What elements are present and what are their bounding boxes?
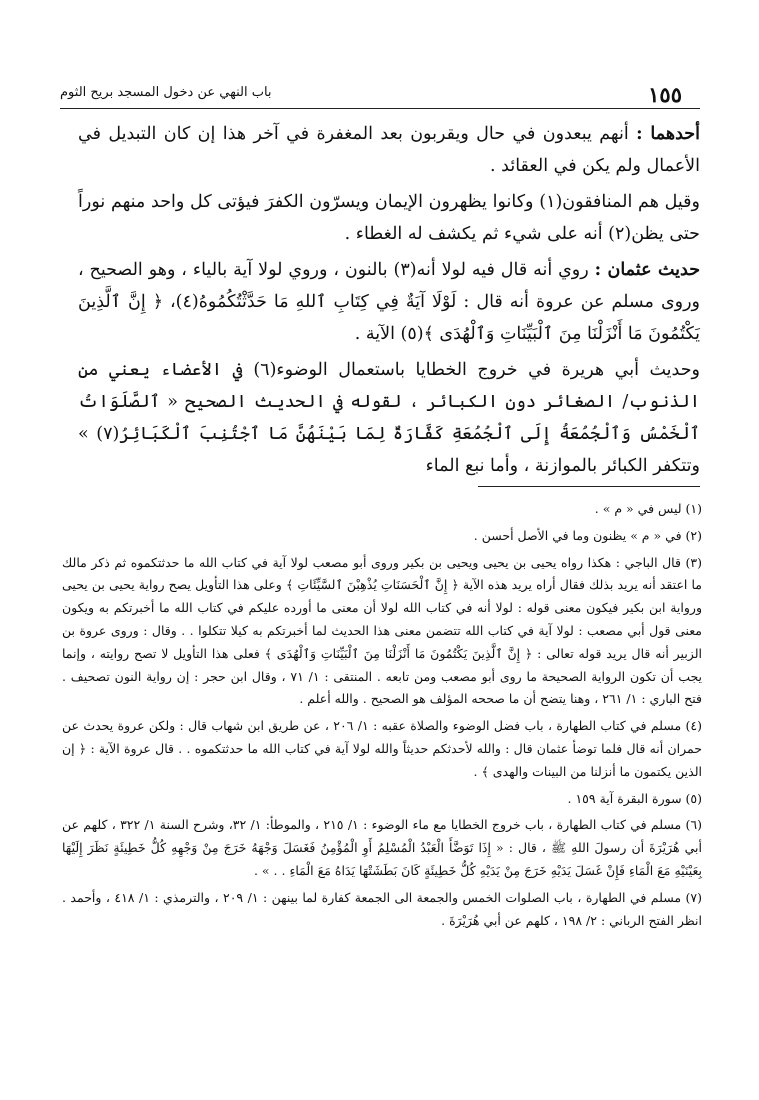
page-header: [60, 82, 700, 108]
footnote-4: (٤) مسلم في كتاب الطهارة ، باب فضل الوضوء والصلاة عقبه : ١/ ٢٠٦ ، عن طريق ابن شهاب قال : ولكن عروة يحدث عن حمران أنه قال فلما توضأ عثمان قال : والله لأحدثكم حديثاً والله لولا آية في كتاب الله ما حدثتكموه . . قال عروة الآية : ﴿ إن الذين يكتمون ما أنزلنا من البينات والهدى ﴾ .: [62, 718, 702, 779]
page-number: ١٥٥: [648, 82, 682, 107]
main-text: [78, 118, 700, 486]
header-rule: [60, 108, 700, 109]
footnote-separator: [478, 486, 700, 487]
running-title: باب النهي عن دخول المسجد بريح الثوم: [60, 85, 272, 100]
paragraph-lead: حديث عثمان :: [594, 260, 701, 280]
footnote-3: (٣) قال الباجي : هكذا رواه يحيى بن يحيى ويحيى بن بكير وروى أبو مصعب لولا آية في كتاب الله ما حدثتكموه ثم ذكر مالك ما اعتقد أنه يريد بذلك فقال أراه يريد هذه الآية ﴿ إِنَّ ٱلْحَسَنَاتِ يُذْهِبْنَ ٱلسَّيِّئَاتِ ﴾ وعلى هذا التأويل يصح رواية يحيى بن يحيى ورواية ابن بكير فيكون معنى قوله : لولا أنه في كتاب الله لولا أن معنى ما أورده عليكم في كتاب الله ما أخبرتكم به ويكون معنى قول أبي مصعب : لولا آية في كتاب الله تتضمن معنى هذا الحديث لما أخبرتكم به كيلا تتكلوا . . وقال : وروى عروة بن الزبير أنه قال يريد قوله تعالى : ﴿ إِنَّ ٱلَّذِينَ يَكْتُمُونَ مَا أَنْزَلْنَا مِنَ ٱلْبَيِّنَاتِ وَٱلْهُدَى ﴾ فعلى هذا التأويل لا تصح روايته ، وإنما يجب أن تكون الرواية الصحيحة ما روى أبو مصعب ومن تابعه . المنتقى : ١/ ٧١ ، وقال ابن حجر : إن رواية النون تصحيف . فتح الباري : ١/ ٢٦١ ، وهنا يتضح أن ما صححه المؤلف هو الصحيح . والله أعلم .: [62, 554, 703, 707]
paragraph-text: أنهم يبعدون في حال ويقربون بعد المغفرة في آخر هذا إن كان التبديل في الأعمال ولم يكن في العقائد .: [78, 124, 700, 176]
footnote-1: (١) ليس في « م » .: [594, 501, 702, 516]
footnote-7: (٧) مسلم في الطهارة ، باب الصلوات الخمس والجمعة الى الجمعة كفارة لما بينهن : ١/ ٢٠٩ ، والترمذي : ١/ ٤١٨ ، وأحمد . انظر الفتح الرباني : ٢/ ١٩٨ ، كلهم عن أبي هُرَيْرَةَ .: [62, 889, 703, 928]
paragraph-text: وقيل هم المنافقون(١) وكانوا يظهرون الإيمان ويسرّون الكفرَ فيؤتى كل واحد منهم نوراً حتى يظن(٢) أنه على شيء ثم يكشف له الغطاء .: [78, 192, 700, 244]
paragraph-1: [78, 118, 700, 182]
paragraph-lead: أحدهما :: [636, 124, 700, 144]
paragraph-4: [78, 354, 700, 482]
paragraph-text: وحديث أبي هريرة في خروج الخطايا باستعمال الوضوء(٦) في الأعضاء يعني من الذنوب/ الصغائر دون الكبائر ، لقوله في الحديث الصحيح « ٱلصَّلَوَاتُ ٱلْخَمْسُ وَٱلْجُمُعَةُ إِلَى ٱلْجُمُعَةِ كَفَّارَةٌ لِمَا بَيْنَهُنَّ مَا ٱجْتُنِبَ ٱلْكَبَائِرُ(٧) » وتتكفر الكبائر بالموازنة ، وأما نبع الماء: [78, 360, 700, 476]
footnote-5: (٥) سورة البقرة آية ١٥٩ .: [567, 790, 702, 806]
paragraph-2: [78, 186, 700, 250]
footnote-6: (٦) مسلم في كتاب الطهارة ، باب خروج الخطايا مع ماء الوضوء : ١/ ٢١٥ ، والموطأ: ١/ ٣٢، وشرح السنة ١/ ٣٢٢ ، كلهم عن أبي هُرَيْرَةَ أن رسولَ اللهِ ﷺ ، قال : « إِذَا تَوَضَّأَ الْعَبْدُ الْمُسْلِمُ أَوِ الْمُؤْمِنُ فَغَسَلَ وَجْهَهُ خَرَجَ مِنْ وَجْهِهِ كُلُّ خَطِيئَةٍ نَظَرَ إِلَيْهَا بِعَيْنَيْهِ مَعَ الْمَاءِ فَإِنْ غَسَلَ يَدَيْهِ خَرَجَ مِنْ يَدَيْهِ كُلُّ خَطِيئَةٍ كَانَ بَطَشَتْهَا يَدَاهُ مَعَ الْمَاءِ . . » .: [62, 817, 702, 878]
paragraph-text: روي أنه قال فيه لولا أنه(٣) بالنون ، وروي لولا آية بالياء ، وهو الصحيح ، وروى مسلم عن عروة أنه قال : لَوْلَا آيَةٌ فِي كِتَابِ ٱللهِ مَا حَدَّثْتُكُمُوهُ(٤)، ﴿ إِنَّ ٱلَّذِينَ يَكْتُمُونَ مَا أَنْزَلْنَا مِنَ ٱلْبَيِّنَاتِ وَٱلْهُدَى ﴾(٥) الآية .: [78, 260, 700, 344]
footnotes: [62, 498, 702, 936]
paragraph-3: [78, 254, 700, 350]
footnote-2: (٢) في « م » يظنون وما في الأصل أحسن .: [473, 527, 702, 543]
